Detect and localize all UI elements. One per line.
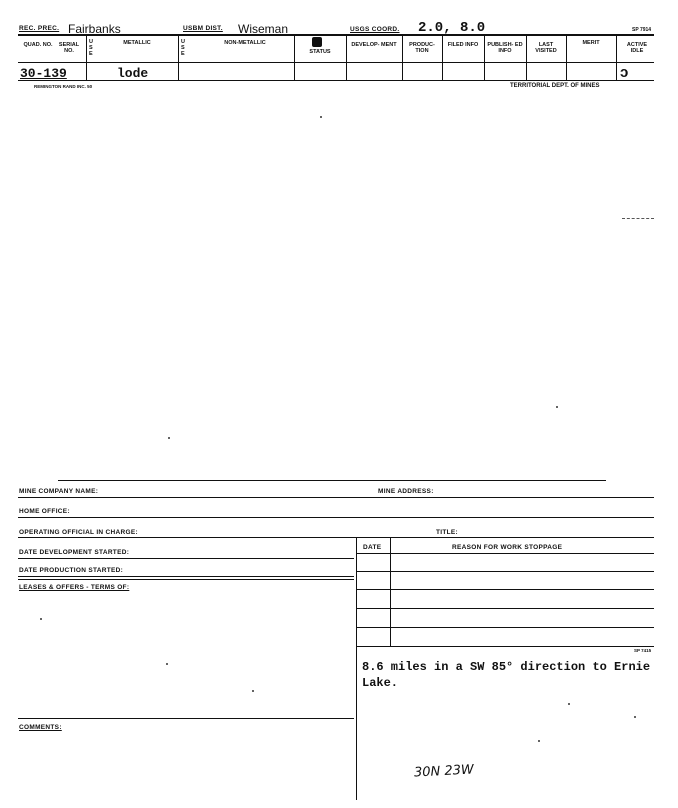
- speck: [556, 406, 558, 408]
- divider: [346, 36, 347, 80]
- divider: [484, 36, 485, 80]
- filed-info-header: FILED INFO: [447, 42, 479, 48]
- record-serial: 30-139: [20, 66, 67, 81]
- printer-imprint: REMINGTON RAND INC. 50: [34, 84, 93, 89]
- divider: [402, 36, 403, 80]
- lower-form-top-rule: [58, 480, 606, 481]
- comments-label: COMMENTS:: [19, 724, 62, 731]
- status-header: STATUS: [309, 49, 331, 55]
- use-header: U S E: [181, 39, 185, 57]
- rec-prec-label: REC. PREC.: [19, 25, 60, 32]
- table-row-rule: [356, 646, 654, 647]
- rec-prec-value: Fairbanks: [68, 22, 121, 36]
- divider: [616, 36, 617, 80]
- active-idle-header: ACTIVE IDLE: [626, 42, 648, 54]
- divider: [86, 36, 87, 80]
- comments-row-rule: [18, 718, 354, 719]
- home-office-row-rule: [18, 517, 654, 518]
- last-visited-header: LAST VISITED: [535, 42, 557, 54]
- right-table-left-border: [356, 537, 357, 800]
- table-row-rule: [356, 571, 654, 572]
- table-row-rule: [356, 627, 654, 628]
- company-row-rule: [18, 497, 654, 498]
- operating-official-label: OPERATING OFFICIAL IN CHARGE:: [19, 529, 138, 536]
- serial-no-header: SERIAL NO.: [58, 42, 80, 54]
- speck: [166, 663, 168, 665]
- speck: [568, 703, 570, 705]
- usgs-coord-label: USGS COORD.: [350, 26, 400, 33]
- ink-blot: [312, 37, 322, 47]
- speck: [622, 218, 654, 219]
- quad-no-header: QUAD. NO.: [23, 42, 53, 48]
- divider: [566, 36, 567, 80]
- active-idle-mark: ↄ: [620, 64, 629, 81]
- date-production-label: DATE PRODUCTION STARTED:: [19, 567, 124, 574]
- record-row-bottom-rule: [18, 80, 654, 81]
- metallic-header: METALLIC: [123, 40, 151, 46]
- home-office-label: HOME OFFICE:: [19, 508, 70, 515]
- department-imprint: TERRITORIAL DEPT. OF MINES: [510, 83, 600, 89]
- non-metallic-header: NON-METALLIC: [224, 40, 266, 46]
- divider: [294, 36, 295, 80]
- speck: [40, 618, 42, 620]
- location-note-line1: 8.6 miles in a SW 85° direction to Ernie: [362, 660, 651, 674]
- speck: [168, 437, 170, 439]
- production-header: PRODUC- TION: [409, 42, 435, 54]
- record-metallic: lode: [117, 66, 149, 81]
- speck: [538, 740, 540, 742]
- table-row-rule: [356, 608, 654, 609]
- location-note-line2: Lake.: [362, 676, 399, 690]
- mine-address-label: MINE ADDRESS:: [378, 488, 434, 495]
- usbm-dist-label: USBM DIST.: [183, 25, 223, 32]
- divider: [442, 36, 443, 80]
- divider: [526, 36, 527, 80]
- speck: [320, 116, 322, 118]
- date-column-header: DATE: [363, 544, 382, 551]
- use-header: U S E: [89, 39, 93, 57]
- date-prod-row-rule: [18, 576, 354, 577]
- divider: [178, 36, 179, 80]
- table-row-rule: [356, 553, 654, 554]
- form-number: SP 7914: [632, 27, 652, 33]
- official-row-rule: [18, 537, 654, 538]
- handwritten-note: 30N 23W: [413, 762, 475, 781]
- date-prod-row-rule-2: [18, 579, 354, 580]
- speck: [252, 690, 254, 692]
- reason-column-header: REASON FOR WORK STOPPAGE: [452, 544, 563, 551]
- mine-company-label: MINE COMPANY NAME:: [19, 488, 99, 495]
- date-dev-row-rule: [18, 558, 354, 559]
- date-development-label: DATE DEVELOPMENT STARTED:: [19, 549, 130, 556]
- published-info-header: PUBLISH- ED INFO: [487, 42, 523, 54]
- leases-offers-label: LEASES & OFFERS - TERMS OF:: [19, 584, 130, 591]
- development-header: DEVELOP- MENT: [351, 42, 397, 48]
- table-row-rule: [356, 589, 654, 590]
- usgs-coord-value: 2.0, 8.0: [418, 20, 486, 36]
- form-number-2: SP 7415: [634, 648, 652, 653]
- usbm-dist-value: Wiseman: [238, 22, 289, 36]
- title-label: TITLE:: [436, 529, 459, 536]
- merit-header: MERIT: [582, 40, 600, 46]
- speck: [634, 716, 636, 718]
- column-header-bottom-rule: [18, 62, 654, 63]
